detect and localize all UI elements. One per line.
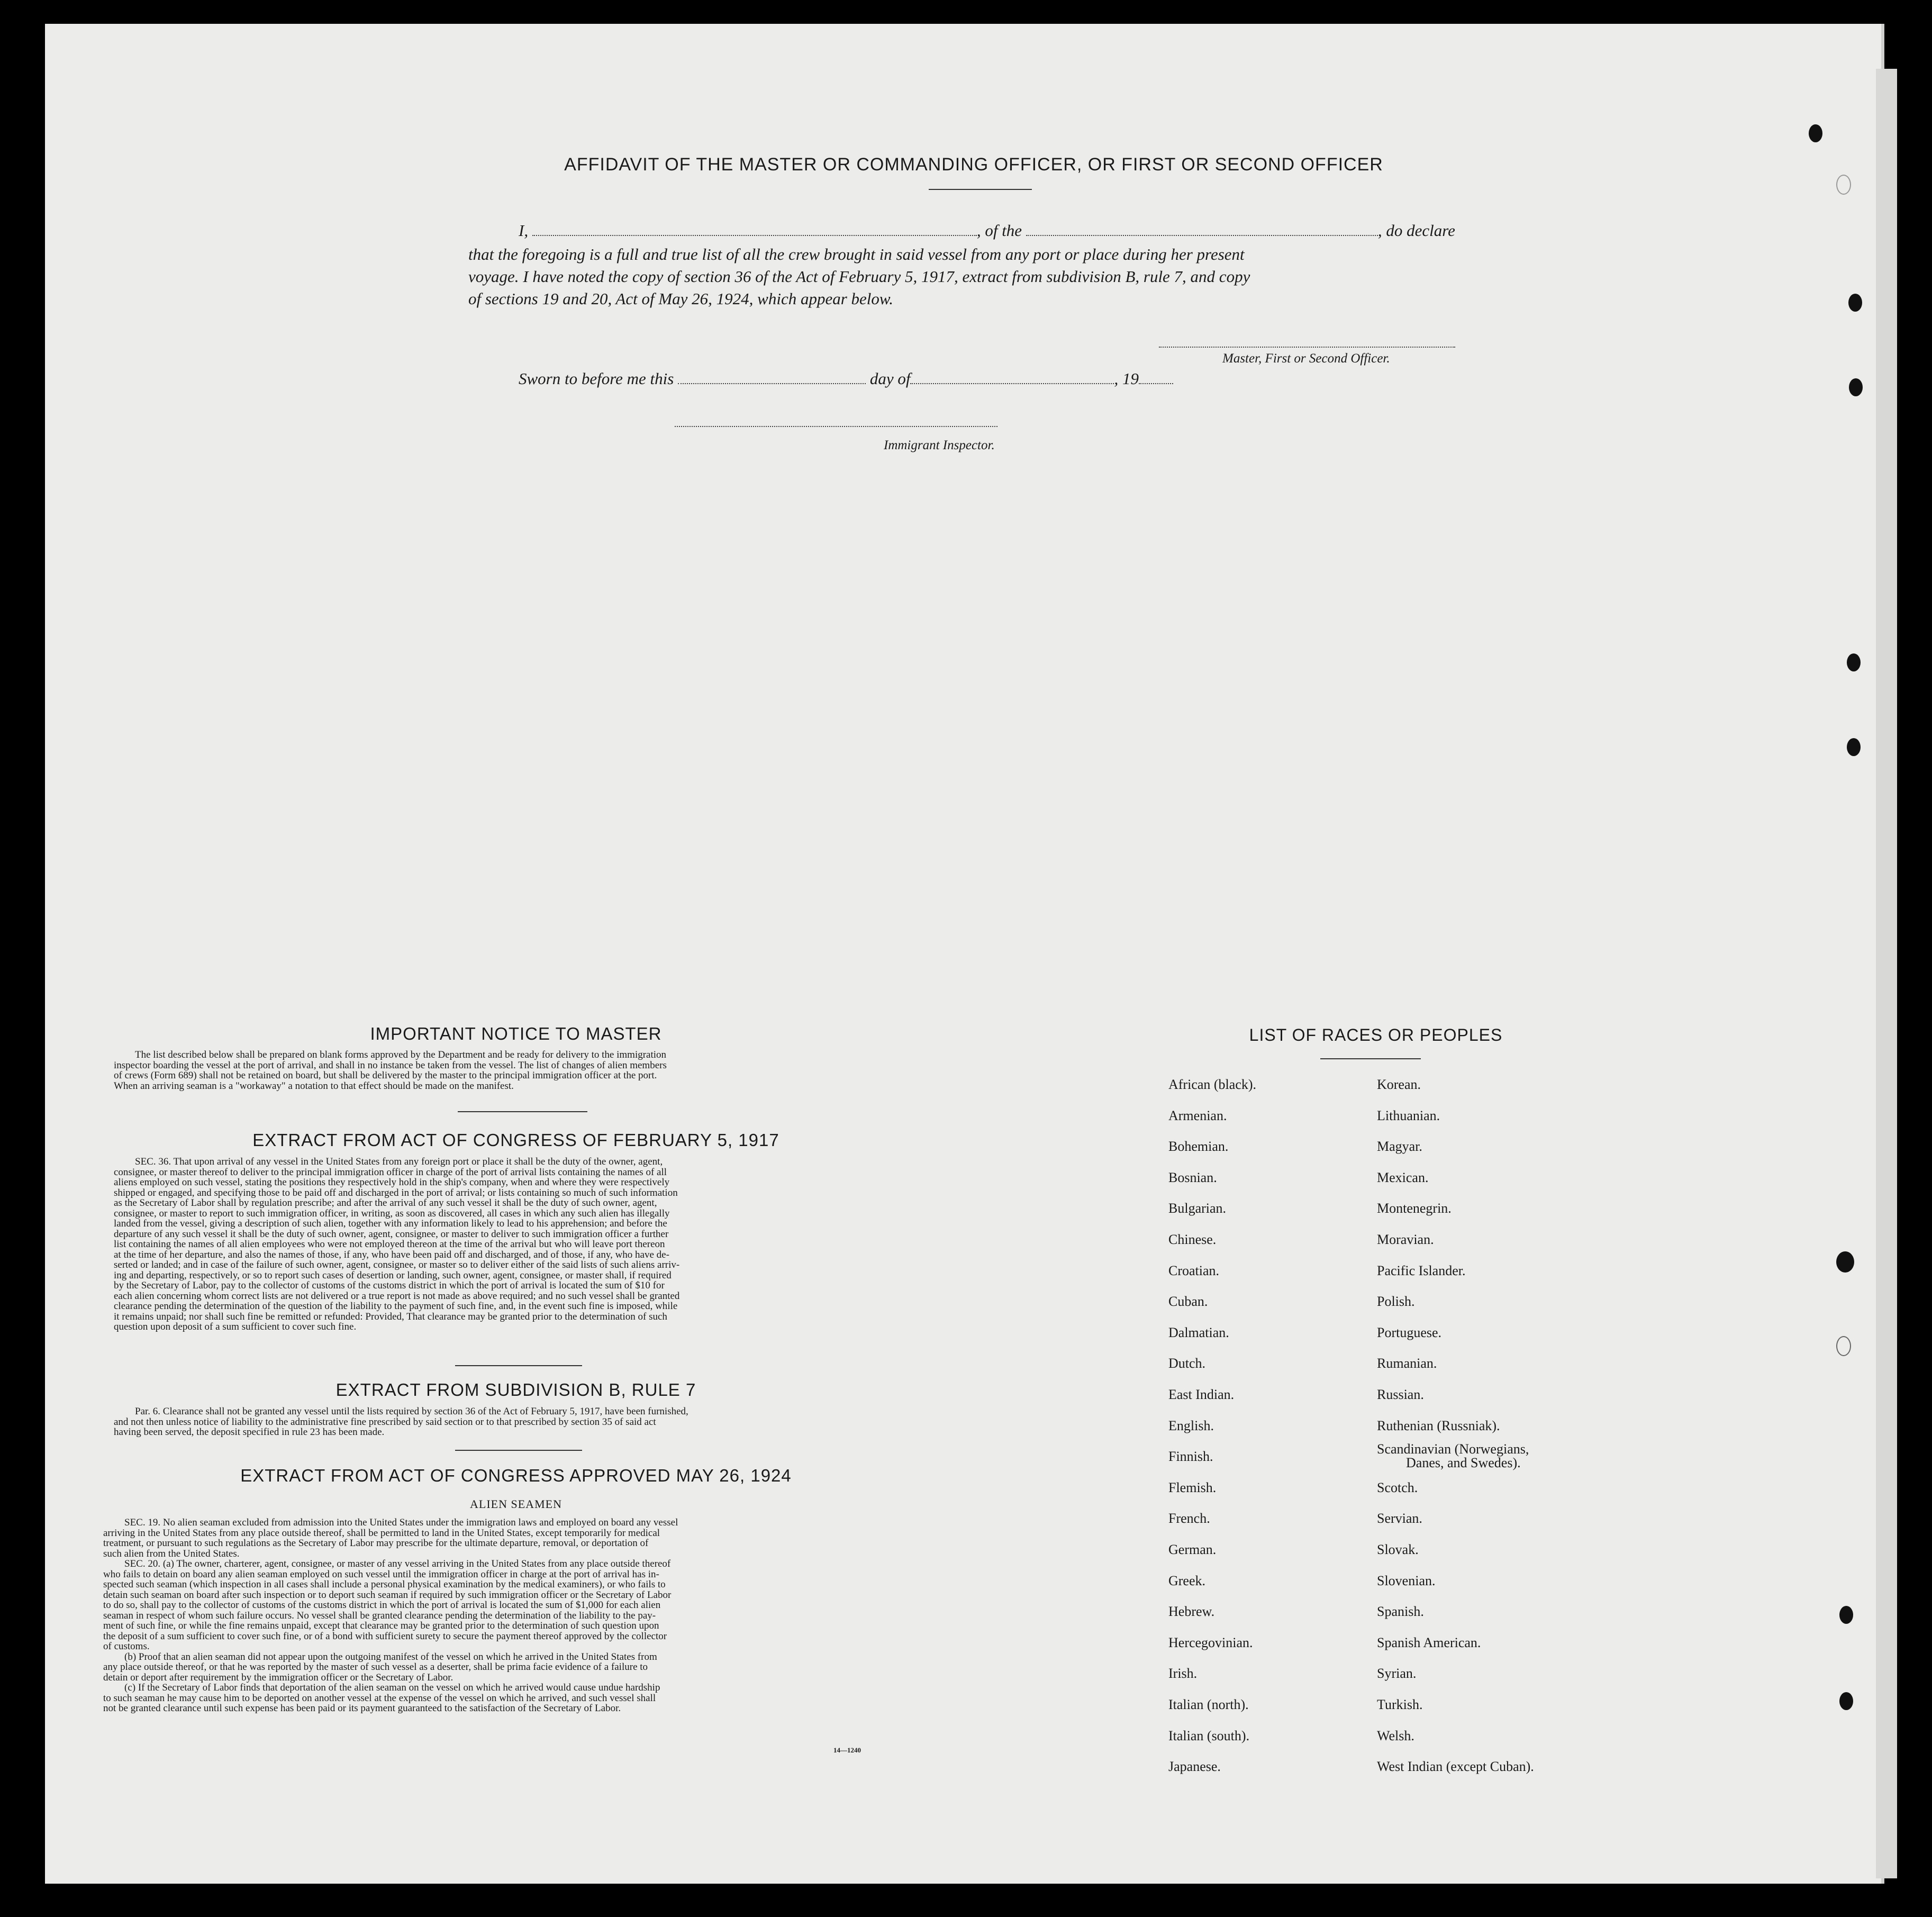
race-item: Armenian.	[1168, 1107, 1227, 1123]
race-item: Welsh.	[1377, 1728, 1414, 1743]
race-item: Chinese.	[1168, 1232, 1217, 1247]
text-line: of customs.	[103, 1641, 150, 1652]
text-line: (c) If the Secretary of Labor finds that deportation of the alien seaman on the vessel on which he arrived would cause undue hardship	[124, 1683, 660, 1693]
text-line: who fails to detain on board any alien seaman employed on such vessel until the immigration officer in charge at the port of arrival has in-	[103, 1569, 659, 1579]
race-item: Russian.	[1377, 1387, 1424, 1402]
text-line: landed from the vessel, giving a description of such alien, together with any information likely to lead to his apprehension; and before the	[114, 1219, 667, 1229]
race-item-continuation: Danes, and Swedes).	[1406, 1455, 1521, 1471]
race-item: Magyar.	[1377, 1139, 1422, 1155]
race-item: Irish.	[1168, 1666, 1198, 1682]
text-line: aliens employed on such vessel, stating the positions they respectively hold in the ship's company, when and where they were respectively	[114, 1177, 670, 1188]
affidavit-of-the: , of the	[976, 221, 1022, 240]
text-line: SEC. 19. No alien seaman excluded from admission into the United States under the immigration laws and employed on board any vessel	[124, 1518, 678, 1528]
race-item: Pacific Islander.	[1377, 1262, 1466, 1278]
notice-body	[114, 1050, 913, 1091]
text-line: detain or deport after requirement by the immigration officer or the Secretary of Labor.	[103, 1672, 453, 1683]
race-item: Croatian.	[1168, 1262, 1220, 1278]
text-line: of crews (Form 689) shall not be retained on board, but shall be delivered by the master to the principal immigration officer at the port.	[114, 1070, 657, 1081]
race-item: Servian.	[1377, 1511, 1422, 1527]
race-item: Japanese.	[1168, 1759, 1221, 1775]
race-item: French.	[1168, 1511, 1210, 1527]
text-line: arriving in the United States from any place outside thereof, shall be permitted to land in the United States, except temporarily for medical	[103, 1528, 660, 1538]
day-of-text: day of	[869, 369, 911, 388]
punch-hole	[1847, 738, 1861, 756]
inspector-caption: Immigrant Inspector.	[884, 438, 995, 452]
notice-title: IMPORTANT NOTICE TO MASTER	[370, 1024, 662, 1043]
race-item: Polish.	[1377, 1294, 1415, 1310]
affidavit-title: AFFIDAVIT OF THE MASTER OR COMMANDING OFFICER, OR FIRST OR SECOND OFFICER	[564, 155, 1383, 175]
race-item: Montenegrin.	[1377, 1201, 1452, 1216]
races-rule	[1320, 1058, 1421, 1059]
race-item: Korean.	[1377, 1077, 1421, 1092]
race-item: Ruthenian (Russniak).	[1377, 1418, 1500, 1433]
race-item: Syrian.	[1377, 1666, 1417, 1682]
text-line: it remains unpaid; nor shall such fine be remitted or refunded: Provided, That clearance may be granted prior to the determination of such	[114, 1311, 667, 1322]
races-title: LIST OF RACES OR PEOPLES	[1249, 1025, 1503, 1044]
sworn-line	[519, 368, 1173, 390]
text-line: not be granted clearance until such expense has been paid or its payment guaranteed to the satisfaction of the Secretary of Labor.	[103, 1703, 621, 1714]
text-line: as the Secretary of Labor shall by regulation prescribe; and after the arrival of any such vessel it shall be the duty of such owner, agent,	[114, 1198, 657, 1209]
punch-hole	[1839, 1692, 1853, 1710]
punch-hole	[1847, 653, 1861, 671]
race-item: Mexican.	[1377, 1169, 1429, 1185]
text-line: consignee, or master to report to such immigration officer, in writing, as soon as discovered, all cases in which any such alien has illegally	[114, 1208, 670, 1219]
affidavit-line-2: that the foregoing is a full and true list of all the crew brought in said vessel from any port or place during her present	[468, 245, 1245, 264]
text-line: to such seaman he may cause him to be deported on another vessel at the expense of the vessel on which he arrived, and such vessel shall	[103, 1693, 656, 1703]
text-line: SEC. 36. That upon arrival of any vessel in the United States from any foreign port or place it shall be the duty of the owner, agent,	[135, 1157, 663, 1167]
race-item: Bohemian.	[1168, 1139, 1229, 1155]
notice-rule	[458, 1111, 587, 1112]
text-line: seaman in respect of whom such failure occurs. No vessel shall be granted clearance pending the determination of the liability to the pay-	[103, 1610, 656, 1621]
rule-7-rule	[455, 1450, 582, 1451]
race-item: Finnish.	[1168, 1449, 1213, 1465]
text-line: ing and departing, respectively, or so to report such cases of desertion or landing, such owner, agent, consignee, or master shall, if required	[114, 1270, 672, 1280]
race-item: West Indian (except Cuban).	[1377, 1759, 1534, 1775]
race-item: Italian (south).	[1168, 1728, 1250, 1743]
punch-hole	[1809, 124, 1822, 142]
master-signature-line[interactable]	[1159, 347, 1455, 348]
text-line: treatment, or pursuant to such regulations as the Secretary of Labor may prescribe for the ultimate departure, removal, or deportation of	[103, 1538, 649, 1549]
race-item: African (black).	[1168, 1077, 1257, 1092]
text-line: to do so, shall pay to the collector of customs of the customs district in which the port of arrival is located the sum of $1,000 for each alien	[103, 1600, 661, 1611]
form-number: 14—1240	[833, 1746, 861, 1754]
race-item: Lithuanian.	[1377, 1107, 1440, 1123]
race-item: Bulgarian.	[1168, 1201, 1227, 1216]
text-line: Par. 6. Clearance shall not be granted any vessel until the lists required by section 36 of the Act of February 5, 1917, have been furnished,	[135, 1406, 688, 1417]
affidavit-line-3: voyage. I have noted the copy of section 36 of the Act of February 5, 1917, extract from subdivision B, rule 7, and copy	[468, 267, 1250, 286]
text-line: clearance pending the determination of the question of the liability to the payment of such fine, and, in the event such fine is imposed, while	[114, 1301, 678, 1312]
race-item: Portuguese.	[1377, 1324, 1442, 1340]
inspector-signature-line[interactable]	[675, 426, 997, 427]
extract-1924-title: EXTRACT FROM ACT OF CONGRESS APPROVED MAY 26, 1924	[240, 1466, 792, 1485]
punch-hole	[1836, 1251, 1854, 1273]
month-blank[interactable]	[910, 380, 1114, 384]
sheet-edge	[1876, 69, 1897, 1878]
text-line: serted or landed; and in case of the failure of such owner, agent, consignee, or master so to deliver either of the said lists of such aliens arriv-	[114, 1260, 680, 1270]
affidavit-do-declare: , do declare	[1377, 221, 1455, 240]
punch-hole	[1848, 294, 1862, 312]
year-blank[interactable]	[1139, 380, 1173, 384]
text-line: SEC. 20. (a) The owner, charterer, agent, consignee, or master of any vessel arriving in the United States from any place outside thereof	[124, 1559, 671, 1569]
text-line: departure of any such vessel it shall be the duty of such owner, agent, consignee, or master to deliver to such immigration officer a further	[114, 1229, 669, 1239]
sworn-text: Sworn to before me this	[519, 369, 674, 388]
race-item: Hercegovinian.	[1168, 1634, 1253, 1650]
race-item: Dalmatian.	[1168, 1324, 1229, 1340]
master-caption: Master, First or Second Officer.	[1222, 351, 1390, 366]
rule-7-body	[114, 1406, 913, 1438]
rule-7-title: EXTRACT FROM SUBDIVISION B, RULE 7	[335, 1380, 696, 1400]
text-line: detain such seaman on board after such inspection or to deport such seaman if required by such immigration officer or the Secretary of Labor	[103, 1589, 672, 1600]
text-line: at the time of her departure, and also the names of those, if any, who have been paid off and discharged, and of those, if any, who have de-	[114, 1249, 669, 1260]
name-blank[interactable]	[532, 232, 977, 236]
text-line: The list described below shall be prepared on blank forms approved by the Department and be ready for delivery to the immigration	[135, 1050, 667, 1060]
punch-hole-ring	[1836, 175, 1851, 195]
title-rule	[929, 189, 1032, 190]
race-item: Rumanian.	[1377, 1356, 1437, 1371]
race-item: Moravian.	[1377, 1232, 1434, 1247]
text-line: (b) Proof that an alien seaman did not appear upon the outgoing manifest of the vessel on which he arrived in the United States from	[124, 1651, 657, 1662]
alien-seamen-subtitle: ALIEN SEAMEN	[470, 1497, 562, 1511]
race-item: German.	[1168, 1542, 1217, 1557]
extract-1917-rule	[455, 1365, 582, 1366]
race-item: English.	[1168, 1418, 1214, 1433]
race-item: Bosnian.	[1168, 1169, 1217, 1185]
vessel-blank[interactable]	[1026, 232, 1378, 236]
text-line: question upon deposit of a sum sufficient to cover such fine.	[114, 1322, 357, 1332]
race-item: Hebrew.	[1168, 1604, 1215, 1620]
race-item: Turkish.	[1377, 1697, 1423, 1712]
text-line: any place outside thereof, or that he was reported by the master of such vessel as a deserter, shall be prima facie evidence of a failure to	[103, 1662, 648, 1673]
race-item: Slovak.	[1377, 1542, 1419, 1557]
race-item: Spanish American.	[1377, 1634, 1481, 1650]
race-item: Scandinavian (Norwegians,	[1377, 1441, 1529, 1457]
text-line: inspector boarding the vessel at the port of arrival, and shall in no instance be taken from the vessel. The list of changes of alien members	[114, 1060, 667, 1070]
text-line: each alien concerning whom correct lists are not delivered or a true report is not made as above required; and no such vessel shall be granted	[114, 1291, 680, 1301]
text-line: shipped or engaged, and specifying those to be paid off and discharged in the port of arrival; or lists containing so much of such information	[114, 1187, 678, 1198]
punch-hole	[1849, 378, 1863, 396]
day-blank[interactable]	[678, 380, 866, 384]
text-line: by the Secretary of Labor, pay to the collector of customs of the customs district in which the port of arrival is located the sum of $10 for	[114, 1280, 665, 1291]
race-item: Spanish.	[1377, 1604, 1424, 1620]
race-item: Slovenian.	[1377, 1573, 1436, 1588]
race-item: Flemish.	[1168, 1479, 1217, 1495]
race-item: Dutch.	[1168, 1356, 1206, 1371]
text-line: When an arriving seaman is a "workaway" a notation to that effect should be made on the manifest.	[114, 1080, 514, 1091]
text-line: such alien from the United States.	[103, 1548, 240, 1559]
affidavit-line-1	[519, 220, 1498, 242]
race-item: Scotch.	[1377, 1479, 1418, 1495]
punch-hole	[1839, 1606, 1853, 1624]
text-line: consignee, or master thereof to deliver to the principal immigration officer in charge of the port of arrival lists containing the names of all	[114, 1167, 667, 1177]
race-item: Italian (north).	[1168, 1697, 1249, 1712]
extract-1917-title: EXTRACT FROM ACT OF CONGRESS OF FEBRUARY 5, 1917	[252, 1130, 779, 1150]
affidavit-line-4: of sections 19 and 20, Act of May 26, 1924, which appear below.	[468, 289, 894, 308]
text-line: having been served, the deposit specified in rule 23 has been made.	[114, 1427, 385, 1438]
year-prefix: , 19	[1114, 369, 1139, 388]
race-item: Cuban.	[1168, 1294, 1208, 1310]
extract-1924-body	[103, 1518, 913, 1714]
race-item: East Indian.	[1168, 1387, 1235, 1402]
text-line: and not then unless notice of liability to the administrative fine prescribed by said section or to that prescribed by section 35 of said act	[114, 1416, 656, 1427]
extract-1917-body	[114, 1157, 913, 1332]
text-line: the deposit of a sum sufficient to cover such fine, or of a bond with sufficient surety to secure the payment thereof approved by the collector	[103, 1631, 667, 1641]
text-line: ment of such fine, or while the fine remains unpaid, except that clearance may be granted prior to the determination of such question upon	[103, 1621, 659, 1631]
race-item: Greek.	[1168, 1573, 1206, 1588]
affidavit-i: I,	[519, 221, 529, 240]
text-line: spected such seaman (which inspection in all cases shall include a personal physical examination by the medical examiners), or who fails to	[103, 1579, 666, 1590]
text-line: list containing the names of all alien employees who were not employed thereon at the time of the arrival but who will leave port thereon	[114, 1239, 665, 1250]
punch-hole-ring	[1836, 1336, 1851, 1356]
